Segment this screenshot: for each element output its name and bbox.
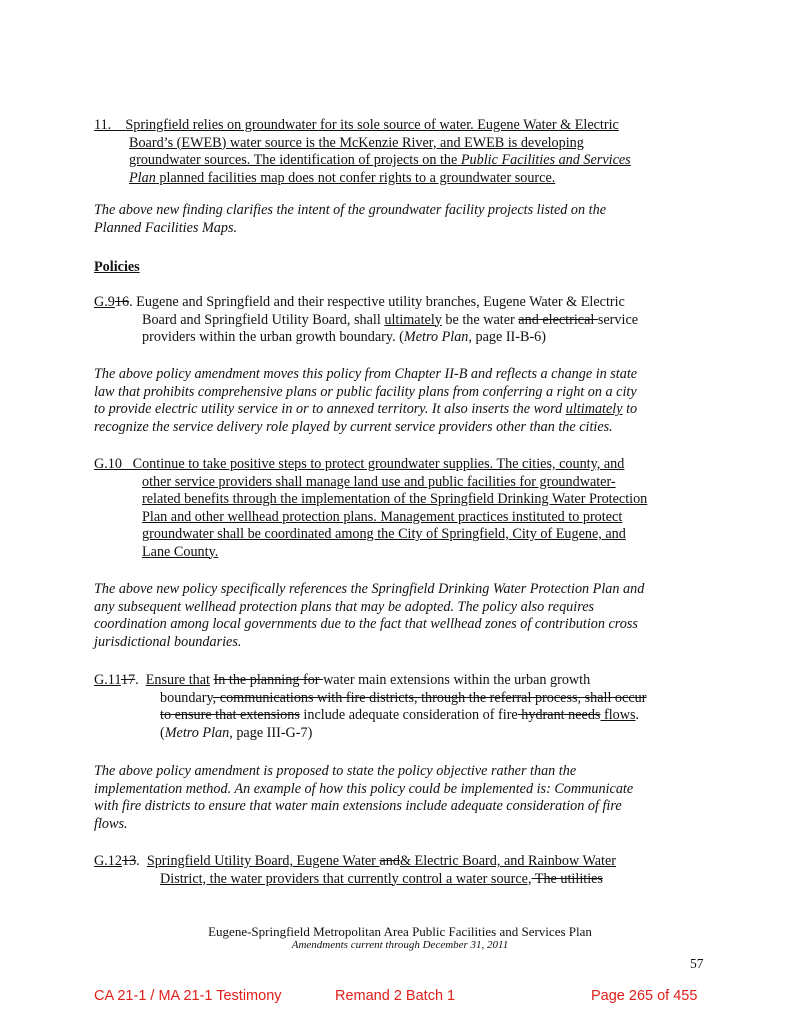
note-policy-g11: The above policy amendment is proposed to state the policy objective rather than the implementation method. An example of how this policy could be implemented is: Communicate with fire districts to ensure that water main extensions include adequate consideration of fire flows. <box>94 763 634 832</box>
policy-number-new: G.9 <box>94 294 115 310</box>
policies-heading: Policies <box>94 259 140 275</box>
page-number: 57 <box>690 956 704 971</box>
policy-g12: G.1213. Springfield Utility Board, Eugene Water and& Electric Board, and Rainbow Water District, the water providers that currently control a water source, The utilities <box>94 853 617 887</box>
finding-11-line-2: Board’s (EWEB) water source is the McKenzie River, and EWEB is developing <box>129 134 584 151</box>
note-policy-g9: The above policy amendment moves this policy from Chapter II-B and reflects a change in state law that prohibits comprehensive plans or public facility plans from conferring a right on a city to provide electric utility service in or to annexed territory. It also inserts the word ultimately to recognize the service delivery role played by current service providers other than the cities. <box>94 366 638 435</box>
finding-number: 11. <box>94 117 112 133</box>
note-finding-11: The above new finding clarifies the intent of the groundwater facility projects listed on the Planned Facilities Maps. <box>94 202 606 236</box>
deleted-text: In the planning for <box>213 672 324 688</box>
finding-11-line-1: 11. Springfield relies on groundwater for its sole source of water. Eugene Water & Electric <box>94 117 619 133</box>
inserted-text: Ensure that <box>145 672 210 688</box>
finding-11-line-4: Plan planned facilities map does not confer rights to a groundwater source. <box>129 169 556 186</box>
policy-g9: G.916. Eugene and Springfield and their respective utility branches, Eugene Water & Electric Board and Springfield Utility Board, shall ultimately be the water and electrical service providers within the urban growth boundary. (Metro Plan, page II-B-6) <box>94 294 639 345</box>
footer-subtitle: Amendments current through December 31, 2011 <box>291 939 509 951</box>
finding-11 <box>94 117 714 187</box>
inserted-text: ultimately <box>384 311 442 328</box>
stamp-page-count: Page 265 of 455 <box>591 988 698 1004</box>
footer-title: Eugene-Springfield Metropolitan Area Public Facilities and Services Plan <box>208 924 592 939</box>
policy-number-old: 16 <box>114 294 130 310</box>
policy-g11: G.1117. Ensure that In the planning for water main extensions within the urban growth boundary, communications with fire districts, through the referral process, shall occur to ensure that extensions include adequate consideration of fire hydrant needs flows. (Metro Plan, page III-G-7) <box>94 672 647 741</box>
stamp-testimony: CA 21-1 / MA 21-1 Testimony <box>94 988 282 1004</box>
finding-11-line-3: groundwater sources. The identification of projects on the Public Facilities and Services <box>129 152 631 168</box>
stamp-batch: Remand 2 Batch 1 <box>335 988 456 1004</box>
policy-g10: G.10 Continue to take positive steps to protect groundwater supplies. The cities, county, and other service providers shall manage land use and public facilities for groundwater- related benefits through the implementation of the Springfield Drinking Water Protection Plan and other wellhead protection plans. Management practices instituted to protect groundwater shall be coordinated among the City of Springfield, City of Eugene, and Lane County. <box>94 456 648 560</box>
note-policy-g10: The above new policy specifically references the Springfield Drinking Water Protection Plan and any subsequent wellhead protection plans that may be adopted. The policy also requires coordination among local governments due to the fact that wellhead zones of contribution cross jurisdictional boundaries. <box>94 581 645 650</box>
deleted-text: and electrical <box>518 311 598 328</box>
policy-number: G.10 <box>94 456 122 472</box>
